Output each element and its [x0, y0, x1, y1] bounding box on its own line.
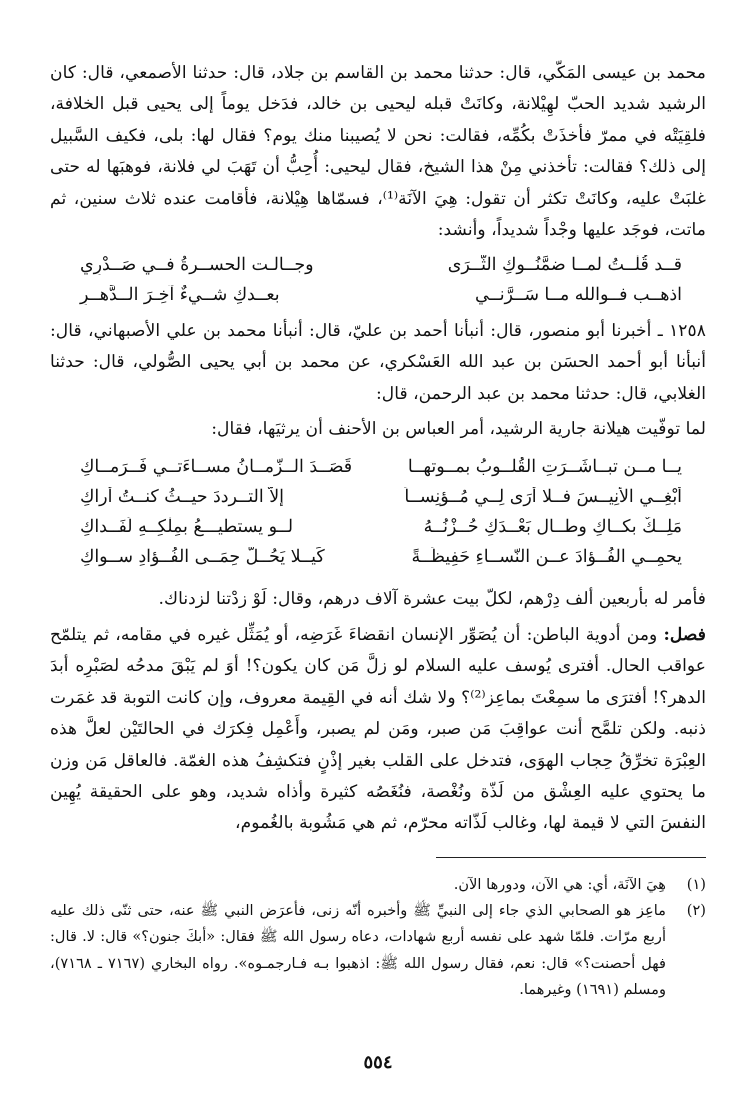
hemistich-second: قَصَــدَ الــزّمــانُ مســاءَتــي فَــرَمــاكِ — [80, 457, 353, 477]
footnote-text: ماعِز هو الصحابي الذي جاء إلى النبيِّ ﷺ وأخبره أنّه زنى، فأعرَض النبي ﷺ عنه، حتى ثنّى ذلك عليه أربع مرّات. فلمّا شهد على نفسه أربع شهادات، دعاه رسول الله ﷺ فقال: «أبكَ جنون؟» قال: لا. قال: فهل أحصنت؟» قال: نعم، فقال رسول الله ﷺ: اذهبوا بـه فـارجمـوه». رواه البخاري (٧١٦٧ ـ ٧١٦٨)، ومسلم (١٦٩١) وغيرهما. — [50, 902, 666, 998]
page-number: ٥٥٤ — [363, 1052, 393, 1073]
footnote-separator — [436, 857, 706, 858]
hemistich-second: لــو يستطيـــعُ بمِلْكِــهِ لَفَــداكِ — [80, 517, 294, 537]
hemistich-first: أبْغِــي الأنِيــسَ فــلا أرَى لِــي مُــؤنِســاً — [404, 487, 682, 507]
hemistich-second: كَيــلا يَحُــلّ حِمَــى الفُــؤادِ ســواكِ — [80, 547, 325, 567]
hemistich-second: بعــدكِ شــيءٌ آخِـرَ الــدَّهــرِ — [80, 285, 280, 305]
footnote-number: (١) — [686, 876, 706, 893]
paragraph-section-remedies — [50, 620, 706, 840]
paragraph-reward: فأمر له بأربعين ألف دِرْهم، لكلّ بيت عشرة آلاف درهم، وقال: لَوْ زدْتنا لزدناك. — [158, 589, 706, 609]
hemistich-first: قــد قُلْــتُ لمــا ضمَّنُــوكِ الثَّــرَى — [447, 255, 682, 275]
hemistich-second: وجــالـت الحســرةُ فــي صَــدْرِي — [80, 255, 314, 275]
verse-line — [50, 280, 706, 310]
section-body: ومن أدوية الباطن: أن يُصَوِّر الإنسان انقضاءَ غَرَضِه، أو يُمَثِّل غيره في مقامه، ثم يتلمّح عواقب الحال. أفترى يُوسف عليه السلام لو زلَّ مَن كان يكون؟! أوَ لم يَبْقَ مدحُه لصَبْرِه أبدَ الدهر؟! أفترَى ما سمِعْتَ بماعِز⁽²⁾؟ ولا شك أنه في القِيمة معروف، وإن كانت التوبة قد غمَرت ذنبه. ولكن تلمَّح أنت عواقِبَ مَن صبر، ومَن لم يصبر، وأَعْمِل فِكرَك في الحالتَيْن لعلَّ هذه العِبْرَة تخرِّقُ حِجاب الهوَى، فتدخل على القلب بغير إذْنٍ فتكشِفُ هذه الغمّة. فالعاقل مَن وزن ما يحتوي عليه العِشْق من لَذّة ونُغْصة، فنُغَصُه كثيرة وأذاه شديد، وهو على الحقيقة يُهِين النفسَ التي لا قيمة لها، وغالب لَذّاته محرّم، ثم هي مَشُوبة بالغُموم، — [50, 625, 706, 834]
paragraph-narration-1: محمد بن عيسى المَكّي، قال: حدثنا محمد بن القاسم بن جلاد، قال: حدثنا الأصمعي، قال: كان الرشيد شديد الحبّ لهِيْلانة، وكانَتْ قبله ليحيى بن خالد، فدَخل يوماً إلى يحيى قبل الخلافة، فلقِيَتْه في ممرّ فأخذَتْ بكُمِّه، فقالت: نحن لا يُصيبنا منك يوم؟ فقال لها: بلى، فكيف السَّبيل إلى ذلك؟ فقالت: تأخذني مِنْ هذا الشيخ، فقال ليحيى: أُحِبُّ أن تَهَبَ لي فلانة، فوهبَها له حتى غلبَتْ عليه، وكانَتْ تكثر أن تقول: هِيَ الآنَة⁽¹⁾، فسمّاها هِيْلانة، فأقامت عنده ثلاث سنين، ثم ماتت، فوجَد عليها وجْداً شديداً، وأنشد: — [50, 63, 706, 241]
hemistich-first: مَلِــكٌ بكــاكِ وطــال بَعْــدَكِ حُــزْنُــهُ — [423, 517, 682, 537]
paragraph-isnad-1258: ١٢٥٨ ـ أخبرنا أبو منصور، قال: أنبأنا أحمد بن عليّ، قال: أنبأنا محمد بن علي الأصبهاني، قال: أنبأنا أبو أحمد الحسَن بن عبد الله العَسْكري، عن محمد بن أبي يحيى الصُّولي، قال: حدثنا الغلابي، قال: حدثنا محمد بن عبد الرحمن، قال: — [50, 321, 706, 404]
poem-elegy-1 — [50, 250, 706, 310]
hemistich-first: يــا مــن تبــاشَــرَتِ القُلــوبُ بمــوتهــا — [407, 457, 682, 477]
footnote-text: هِيَ الآنَة، أي: هي الآن، ودورها الآن. — [453, 876, 666, 893]
hemistich-first: يحمِــي الفُــؤادَ عــن النّســاءِ حَفِيظَــةً — [411, 547, 682, 567]
section-label: فصل: — [663, 625, 707, 645]
hemistich-first: اذهــب فــوالله مــا سَــرَّنــي — [475, 285, 682, 305]
poem-elegy-2 — [50, 452, 706, 572]
verse-line — [50, 482, 706, 512]
footnote-item — [50, 872, 706, 898]
verse-line — [50, 250, 706, 280]
verse-line — [50, 452, 706, 482]
hemistich-second: إلاّ التــرددَ حيــثُ كنــتُ أراكِ — [80, 487, 284, 507]
footnotes — [50, 872, 706, 1003]
verse-line — [50, 542, 706, 572]
paragraph-intro-elegy: لما توفّيت هيلانة جارية الرشيد، أمر العباس بن الأحنف أن يرثيَها، فقال: — [211, 419, 706, 439]
footnote-item — [50, 898, 706, 1003]
verse-line — [50, 512, 706, 542]
footnote-number: (٢) — [686, 902, 706, 920]
